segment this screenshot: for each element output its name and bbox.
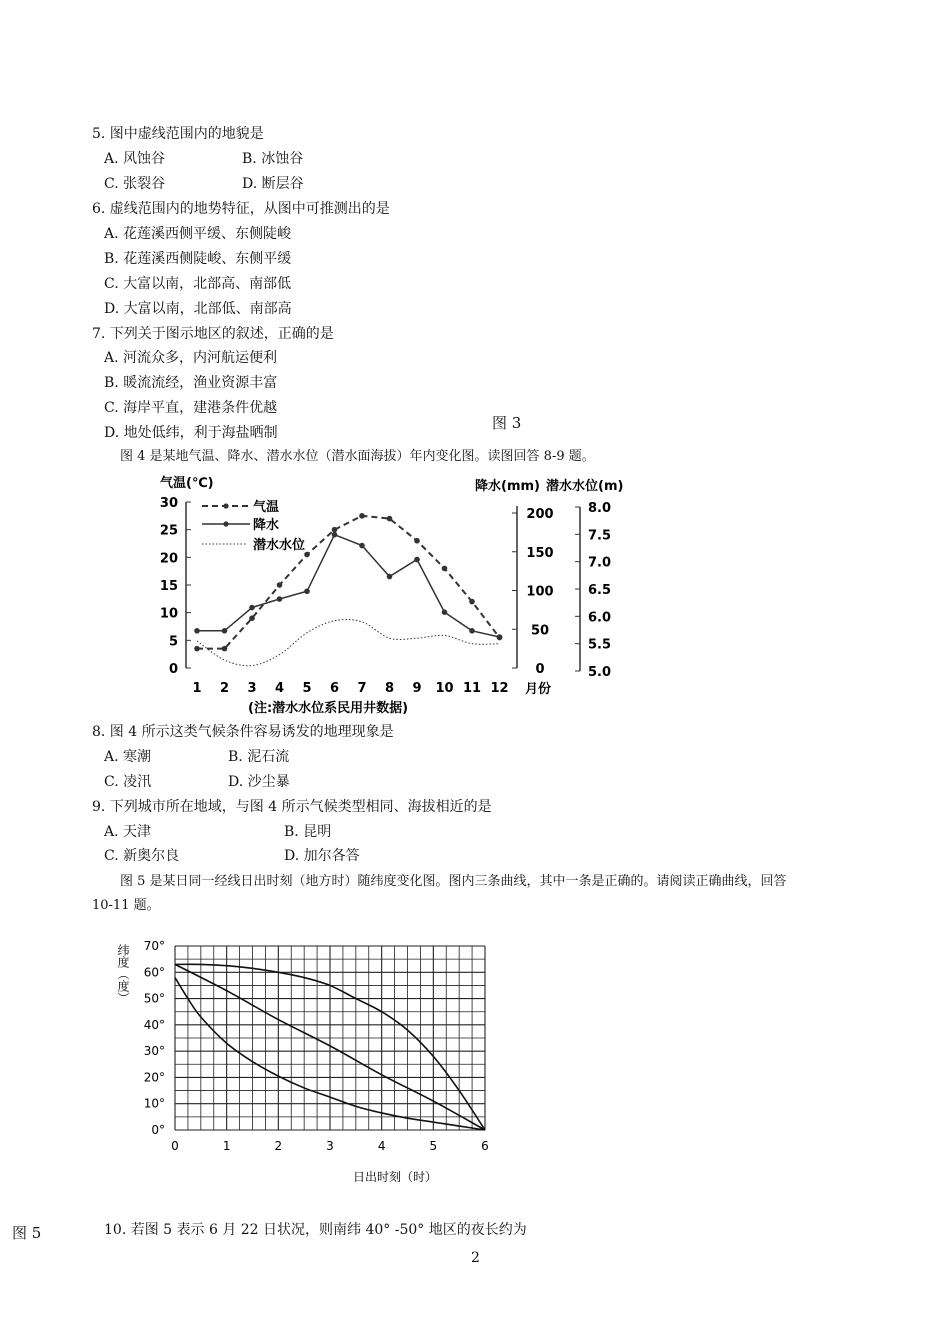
q5-option-a: A. 风蚀谷 xyxy=(104,151,166,167)
month-tick-label: 10 xyxy=(435,681,454,696)
data-point-precip xyxy=(359,543,365,549)
data-point-temp xyxy=(414,538,420,544)
fig5-intro-line2: 10-11 题。 xyxy=(92,898,160,913)
data-point-temp xyxy=(277,582,283,588)
temp-axis xyxy=(160,496,191,677)
q5-option-c: C. 张裂谷 xyxy=(104,176,166,192)
water-tick-label: 7.5 xyxy=(588,528,612,544)
series-line-precip xyxy=(197,535,500,637)
q8-option-b: B. 泥石流 xyxy=(228,749,290,765)
legend-precip-label: 降水 xyxy=(253,518,280,533)
sunrise-time-ticks xyxy=(171,1139,489,1153)
q8-option-a: A. 寒潮 xyxy=(104,749,152,765)
q6-option-a: A. 花莲溪西侧平缓、东侧陡峻 xyxy=(104,226,292,242)
month-tick-label: 11 xyxy=(462,681,482,696)
latitude-tick-label: 0° xyxy=(151,1123,165,1137)
data-point-precip xyxy=(332,532,338,538)
q9-option-c: C. 新奥尔良 xyxy=(104,848,180,864)
time-tick-label: 2 xyxy=(274,1139,283,1153)
chart-note: (注:潜水水位系民用井数据) xyxy=(248,701,409,716)
month-tick-label: 4 xyxy=(274,681,285,696)
latitude-tick-label: 60° xyxy=(143,965,165,980)
latitude-axis-title-text: 纬度（度） xyxy=(116,944,130,1004)
month-tick-label: 7 xyxy=(357,681,367,696)
q5-option-b: B. 冰蚀谷 xyxy=(242,151,304,167)
precip-tick-label: 50 xyxy=(530,623,550,639)
data-point-precip xyxy=(497,634,503,640)
month-axis-unit: 月份 xyxy=(525,682,552,697)
data-point-temp xyxy=(222,646,228,652)
q9-stem: 9. 下列城市所在地域，与图 4 所示气候类型相同、海拔相近的是 xyxy=(92,799,492,815)
q10-stem: 10. 若图 5 表示 6 月 22 日状况，则南纬 40° -50° 地区的夜长约为 xyxy=(104,1222,527,1238)
latitude-tick-label: 10° xyxy=(143,1096,165,1111)
water-tick-label: 8.0 xyxy=(588,501,612,516)
page-number: 2 xyxy=(471,1250,480,1266)
data-point-precip xyxy=(304,588,310,594)
q9-option-d: D. 加尔各答 xyxy=(284,848,360,864)
water-tick-label: 7.0 xyxy=(588,555,612,571)
q7-option-c: C. 海岸平直，建港条件优越 xyxy=(104,400,278,416)
q6-option-c: C. 大富以南，北部高、南部低 xyxy=(104,276,292,292)
q6-stem: 6. 虚线范围内的地势特征，从图中可推测出的是 xyxy=(92,201,390,217)
latitude-tick-label: 40° xyxy=(143,1017,165,1032)
q5-stem: 5. 图中虚线范围内的地貌是 xyxy=(92,126,264,142)
x-axis-title: 日出时刻（时） xyxy=(353,1170,438,1184)
month-tick-label: 3 xyxy=(247,681,257,696)
q7-option-d: D. 地处低纬，利于海盐晒制 xyxy=(104,425,278,441)
legend-temp-marker xyxy=(223,503,228,508)
data-point-precip xyxy=(222,628,228,634)
water-tick-label: 6.5 xyxy=(588,583,612,598)
data-point-precip xyxy=(414,557,420,563)
data-point-temp xyxy=(332,527,338,533)
q5-option-d: D. 断层谷 xyxy=(242,176,304,192)
data-point-temp xyxy=(469,599,475,605)
precip-tick-label: 0 xyxy=(535,662,545,677)
legend-water-label: 潜水水位 xyxy=(253,538,306,553)
data-point-temp xyxy=(249,615,255,621)
month-tick-label: 6 xyxy=(329,681,340,696)
time-tick-label: 1 xyxy=(222,1139,231,1153)
q8-option-c: C. 凌汛 xyxy=(104,774,152,790)
water-tick-label: 6.0 xyxy=(588,610,612,626)
temp-tick-label: 5 xyxy=(168,634,178,650)
data-point-temp xyxy=(442,566,448,572)
data-point-precip xyxy=(277,596,283,602)
series-line-temp xyxy=(197,516,500,649)
q8-stem: 8. 图 4 所示这类气候条件容易诱发的地理现象是 xyxy=(92,724,394,740)
latitude-tick-label: 20° xyxy=(143,1070,165,1085)
temp-tick-label: 15 xyxy=(159,579,178,594)
temp-axis-label: 气温(℃) xyxy=(160,476,214,491)
temp-tick-label: 0 xyxy=(168,662,178,677)
month-tick-label: 8 xyxy=(384,681,395,696)
water-axis xyxy=(575,501,611,680)
water-tick-label: 5.5 xyxy=(588,637,612,653)
latitude-ticks xyxy=(144,939,165,1137)
q9-option-a: A. 天津 xyxy=(104,824,152,840)
latitude-axis-title xyxy=(116,943,130,1004)
series-line-water xyxy=(197,619,500,665)
data-point-temp xyxy=(194,646,200,652)
data-point-precip xyxy=(194,628,200,634)
month-axis xyxy=(192,681,508,696)
q9-option-b: B. 昆明 xyxy=(284,824,332,840)
latitude-tick-label: 30° xyxy=(143,1044,165,1059)
q7-option-b: B. 暖流流经，渔业资源丰富 xyxy=(104,375,278,391)
temp-tick-label: 20 xyxy=(159,551,178,567)
time-tick-label: 5 xyxy=(429,1139,438,1153)
month-tick-label: 2 xyxy=(219,681,230,696)
q6-option-b: B. 花莲溪西侧陡峻、东侧平缓 xyxy=(104,251,292,267)
legend-precip-marker xyxy=(223,521,228,526)
time-tick-label: 6 xyxy=(481,1139,489,1153)
q7-stem: 7. 下列关于图示地区的叙述，正确的是 xyxy=(92,326,334,342)
series-layer xyxy=(194,513,502,666)
temp-tick-label: 25 xyxy=(159,523,178,539)
month-tick-label: 12 xyxy=(490,681,509,696)
legend-temp-label: 气温 xyxy=(253,500,280,515)
q7-option-a: A. 河流众多，内河航运便利 xyxy=(104,350,278,366)
time-tick-label: 4 xyxy=(377,1139,386,1153)
fig5-label: 图 5 xyxy=(12,1224,42,1242)
data-point-precip xyxy=(249,605,255,611)
data-point-temp xyxy=(359,513,365,519)
precip-tick-label: 100 xyxy=(526,584,554,600)
month-tick-label: 5 xyxy=(302,681,312,696)
data-point-precip xyxy=(469,628,475,634)
latitude-tick-label: 50° xyxy=(143,991,165,1006)
data-point-temp xyxy=(304,552,310,558)
precip-tick-label: 150 xyxy=(526,545,554,561)
water-axis-label: 潜水水位(m) xyxy=(546,479,624,494)
temp-tick-label: 10 xyxy=(159,606,178,622)
data-point-precip xyxy=(442,609,448,615)
fig3-label: 图 3 xyxy=(492,414,522,432)
precip-axis-label: 降水(mm) xyxy=(475,479,540,494)
fig4-climate-chart xyxy=(150,468,640,720)
fig5-sunrise-chart xyxy=(110,936,510,1192)
month-tick-label: 9 xyxy=(412,681,422,696)
month-tick-label: 1 xyxy=(192,681,202,696)
time-tick-label: 3 xyxy=(326,1139,334,1153)
data-point-temp xyxy=(387,516,393,522)
latitude-tick-label: 70° xyxy=(143,939,165,953)
precip-axis xyxy=(512,506,554,677)
fig4-intro: 图 4 是某地气温、降水、潜水水位（潜水面海拔）年内变化图。读图回答 8-9 题。 xyxy=(120,449,595,464)
q6-option-d: D. 大富以南，北部低、南部高 xyxy=(104,301,292,317)
fig5-intro-line1: 图 5 是某日同一经线日出时刻（地方时）随纬度变化图。图内三条曲线，其中一条是正确的。请阅读正确曲线，回答 xyxy=(120,874,787,889)
legend xyxy=(202,499,305,553)
q8-option-d: D. 沙尘暴 xyxy=(228,774,290,790)
data-point-precip xyxy=(387,574,393,580)
temp-tick-label: 30 xyxy=(159,496,178,511)
time-tick-label: 0 xyxy=(171,1139,179,1153)
water-tick-label: 5.0 xyxy=(588,665,612,680)
precip-tick-label: 200 xyxy=(526,507,554,522)
